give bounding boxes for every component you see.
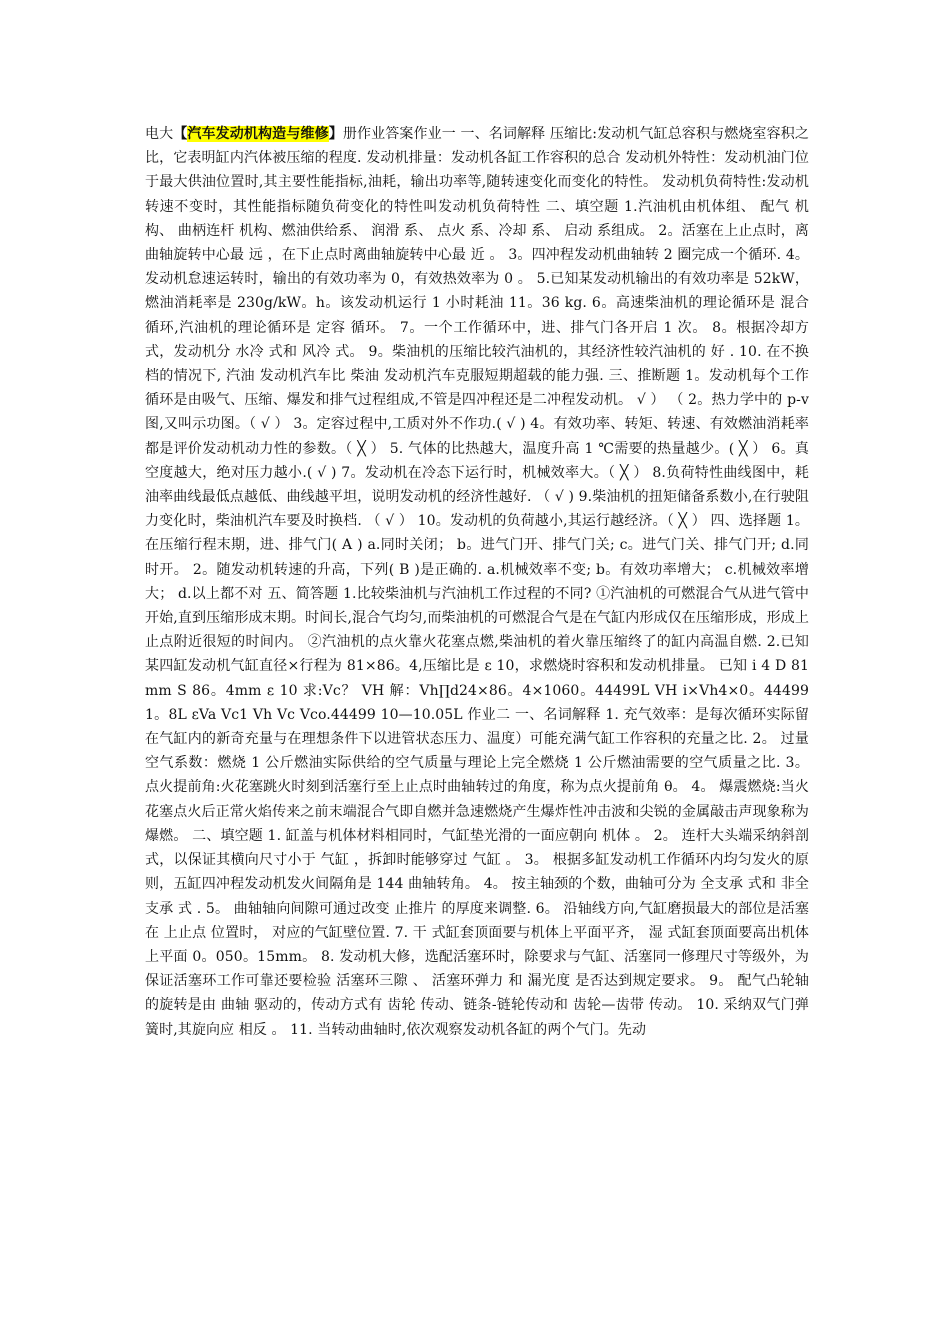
document-body: 册作业答案作业一 一、名词解释 压缩比:发动机气缸总容积与燃烧室容积之比，它表明缸内汽体被压缩的程度. 发动机排量：发动机各缸工作容积的总合 发动机外特性：发动机油门位于最大供油位置时,其主要性能指标,油耗，输出功率等,随转速变化而变化的特性。 发动机负荷特性:发动机转速不变时，其性能指标随负荷变化的特性叫发动机负荷特性 二、填空题 1.汽油机由机体组、 配气 机构、 曲柄连杆 机构、燃油供给系、 润滑 系、 点火 系、冷却 系、 启动 系组成。 2。活塞在上止点时，离曲轴旋转中心最 远 ，在下止点时离曲轴旋转中心最 近 。 3。四冲程发动机曲轴转 2 圈完成一个循环. 4。发动机怠速运转时，输出的有效功率为 0，有效热效率为 0 。 5.已知某发动机输出的有效功率是 52kW，燃油消耗率是 230g/kW。h。该发动机运行 1 小时耗油 11。36 kg. 6。高速柴油机的理论循环是 混合 循环,汽油机的理论循环是 定容 循环。 7。一个工作循环中，进、排气门各开启 1 次。 8。根据冷却方式，发动机分 水冷 式和 风冷 式。 9。柴油机的压缩比较汽油机的，其经济性较汽油机的 好 . 10. 在不换档的情况下, 汽油 发动机汽车比 柴油 发动机汽车克服短期超载的能力强. 三、推断题 1。发动机每个工作循环是由吸气、压缩、爆发和排气过程组成,不管是四冲程还是二冲程发动机。 √ ） （ 2。热力学中的 p-v 图,又叫示功图。（ √ ） 3。定容过程中,工质对外不作功.( √ ) 4。有效功率、转矩、转速、有效燃油消耗率都是评价发动机动力性的参数。（ ╳ ） 5. 气体的比热越大，温度升高 1 ℃需要的热量越少。( ╳ ） 6。真空度越大，绝对压力越小.( √ ) 7。发动机在冷态下运行时，机械效率大。（ ╳ ） 8.负荷特性曲线图中，耗油率曲线最低点越低、曲线越平坦，说明发动机的经济性越好. （ √ ) 9.柴油机的扭矩储备系数小,在行驶阻力变化时，柴油机汽车要及时换档. （ √ ） 10。发动机的负荷越小,其运行越经济。（ ╳ ） 四、选择题 1。在压缩行程末期，进、排气门( A ) a.同时关闭； b。进气门开、排气门关; c。进气门关、排气门开; d.同时开。 2。随发动机转速的升高，下列( B )是正确的. a.机械效率不变; b。有效功率增大； c.机械效率增大； d.以上都不对 五、简答题 1.比较柴油机与汽油机工作过程的不同? ①汽油机的可燃混合气从进气管中开始,直到压缩形成末期。时间长,混合气均匀,而柴油机的可燃混合气是在气缸内形成仅在压缩形成，形成上止点附近很短的时间内。 ②汽油机的点火靠火花塞点燃,柴油机的着火靠压缩终了的缸内高温自燃. 2.已知某四缸发动机气缸直径×行程为 81×86。4,压缩比是 ε 10，求燃烧时容积和发动机排量。 已知 i 4 D 81mm S 86。4mm ε 10 求:Vc？ VH 解：Vh∏d24×86。4×1060。44499L VH i×Vh4×0。444991。8L εVa Vc1 Vh Vc Vco.44499 10—10.05L 作业二 一、名词解释 1. 充气效率：是每次循环实际留在气缸内的新奇充量与在理想条件下以进管状态压力、温度）可能充满气缸工作容积的充量之比. 2。 过量空气系数：燃烧 1 公斤燃油实际供给的空气质量与理论上完全燃烧 1 公斤燃油需要的空气质量之比. 3。 点火提前角:火花塞跳火时刻到活塞行至上止点时曲轴转过的角度，称为点火提前角 θ。 4。 爆震燃烧:当火花塞点火后正常火焰传来之前末端混合气即自燃并急速燃烧产生爆炸性冲击波和尖锐的金属敲击声现象称为爆燃。 二、填空题 1. 缸盖与机体材料相同时，气缸垫光滑的一面应朝向 机体 。 2。 连杆大头端采纳斜剖式，以保证其横向尺寸小于 气缸 ，拆卸时能够穿过 气缸 。 3。 根据多缸发动机工作循环内均匀发火的原则，五缸四冲程发动机发火间隔角是 144 曲轴转角。 4。 按主轴颈的个数，曲轴可分为 全支承 式和 非全支承 式 . 5。 曲轴轴向间隙可通过改变 止推片 的厚度来调整. 6。 沿轴线方向,气缸磨损最大的部位是活塞在 上止点 位置时， 对应的气缸壁位置. 7. 干 式缸套顶面要与机体上平面平齐， 湿 式缸套顶面要高出机体上平面 0。050。15mm。 8. 发动机大修，选配活塞环时，除要求与气缸、活塞同一修理尺寸等级外，为保证活塞环工作可靠还要检验 活塞环三隙 、 活塞环弹力 和 漏光度 是否达到规定要求。 9。 配气凸轮轴的旋转是由 曲轴 驱动的，传动方式有 齿轮 传动、链条-链轮传动和 齿轮—齿带 传动。 10. 采纳双气门弹簧时,其旋向应 相反 。 11. 当转动曲轴时,依次观察发动机各缸的两个气门。先动 [145, 126, 810, 1038]
document-body-text [145, 122, 809, 1042]
title-bracket-close: 】 [328, 126, 343, 142]
title-bracket-open: 【 [173, 126, 188, 142]
document-prefix: 电大 [145, 126, 174, 142]
document-title: 汽车发动机构造与维修 [187, 126, 329, 142]
